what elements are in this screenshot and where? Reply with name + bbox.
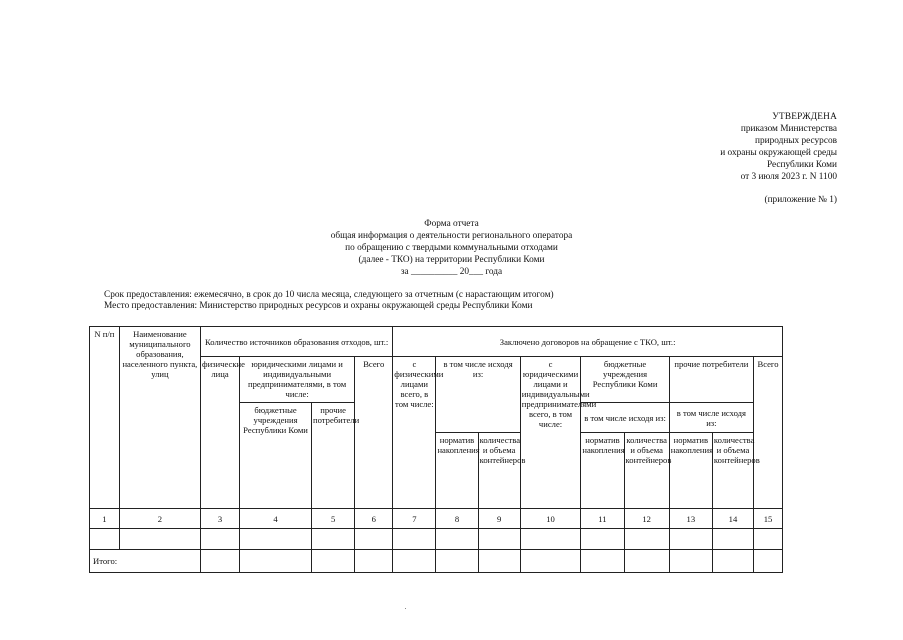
form-title [0,218,903,278]
table-cell [355,550,393,573]
header-budget-institutions: бюджетные учреждения Республики Коми [581,357,669,403]
title-line: (далее - ТКО) на территории Республики Коми [358,255,545,265]
col-number: 7 [393,509,436,529]
report-table [89,326,783,573]
table-cell [754,529,783,550]
header-contracts: Заключено договоров на обращение с ТКО, шт.: [393,327,783,357]
col-number: 1 [90,509,120,529]
header-budget-including: в том числе исходя из: [581,403,669,433]
table-cell [312,529,355,550]
table-cell [520,529,581,550]
total-row [90,550,783,573]
header-including-from: в том числе исходя из: [436,357,520,433]
table-cell [669,529,712,550]
table-cell [393,529,436,550]
col-number: 15 [754,509,783,529]
header-qty-budget: количества и объема контейнеров [624,433,669,509]
table-cell [355,529,393,550]
header-norm-other: норматив накопления [669,433,712,509]
table-cell [393,550,436,573]
approval-line: от 3 июля 2023 г. N 1100 [740,172,837,182]
header-contracts-legal: с юридическими лицами и индивидуальными предпринимателями всего, в том числе: [520,357,581,509]
table-cell [90,529,120,550]
approval-line: природных ресурсов [754,136,837,146]
header-other-including: в том числе исходя из: [669,403,753,433]
col-number: 5 [312,509,355,529]
table-cell [312,550,355,573]
header-norm-physical: норматив накопления [436,433,478,509]
title-line: по обращению с твердыми коммунальными отходами [345,243,558,253]
table-cell [478,550,520,573]
appendix-note: (приложение № 1) [764,195,837,205]
title-line: Форма отчета [424,219,479,229]
table-cell [201,550,240,573]
col-number: 14 [712,509,753,529]
header-municipality: Наименование муниципального образования, населенного пункта, улиц [119,327,200,509]
col-number: 10 [520,509,581,529]
approval-line: приказом Министерства [740,124,837,134]
deadline-text: Срок предоставления: ежемесячно, в срок до 10 числа месяца, следующего за отчетным (с нарастающим итогом) [104,290,554,300]
table-cell [240,529,312,550]
col-number: 13 [669,509,712,529]
table-cell [624,529,669,550]
title-line: за __________ 20___ года [400,267,503,277]
col-number: 11 [581,509,624,529]
table-row [90,529,783,550]
header-qty-physical: количества и объема контейнеров [478,433,520,509]
header-other-sources: прочие потребители [312,403,355,509]
header-sources: Количество источников образования отходов, шт.: [201,327,393,357]
col-number: 12 [624,509,669,529]
approval-line: и охраны окружающей среды [720,148,837,158]
place-text: Место предоставления: Министерство природных ресурсов и охраны окружающей среды Республики Коми [104,301,533,311]
header-total-sources: Всего [355,357,393,509]
header-physical-persons: физические лица [201,357,240,509]
table-cell [240,550,312,573]
table-cell [712,550,753,573]
col-number: 2 [119,509,200,529]
col-number: 6 [355,509,393,529]
approval-line: Республики Коми [766,160,837,170]
col-number: 4 [240,509,312,529]
total-label: Итого: [90,550,201,573]
table-cell [436,529,478,550]
column-numbers-row [90,509,783,529]
col-number: 8 [436,509,478,529]
table-cell [581,529,624,550]
title-line: общая информация о деятельности регионального оператора [330,231,573,241]
col-number: 9 [478,509,520,529]
scan-speck [405,608,406,609]
header-contracts-physical: с физическими лицами всего, в том числе: [393,357,436,509]
table-cell [669,550,712,573]
header-legal-entities: юридическими лицами и индивидуальными предпринимателями, в том числе: [240,357,355,403]
table-cell [520,550,581,573]
approval-heading: УТВЕРЖДЕНА [772,112,837,122]
header-row-number: N п/п [90,327,120,509]
header-budget-sources: бюджетные учреждения Республики Коми [240,403,312,509]
table-cell [436,550,478,573]
table-cell [624,550,669,573]
header-norm-budget: норматив накопления [581,433,624,509]
table-cell [754,550,783,573]
header-total-contracts: Всего [754,357,783,509]
table-cell [119,529,200,550]
header-qty-other: количества и объема контейнеров [712,433,753,509]
header-other-consumers: прочие потребители [669,357,753,403]
submission-info [104,290,554,312]
table-cell [581,550,624,573]
table-cell [478,529,520,550]
col-number: 3 [201,509,240,529]
table-cell [712,529,753,550]
table-cell [201,529,240,550]
approval-block [720,111,837,183]
